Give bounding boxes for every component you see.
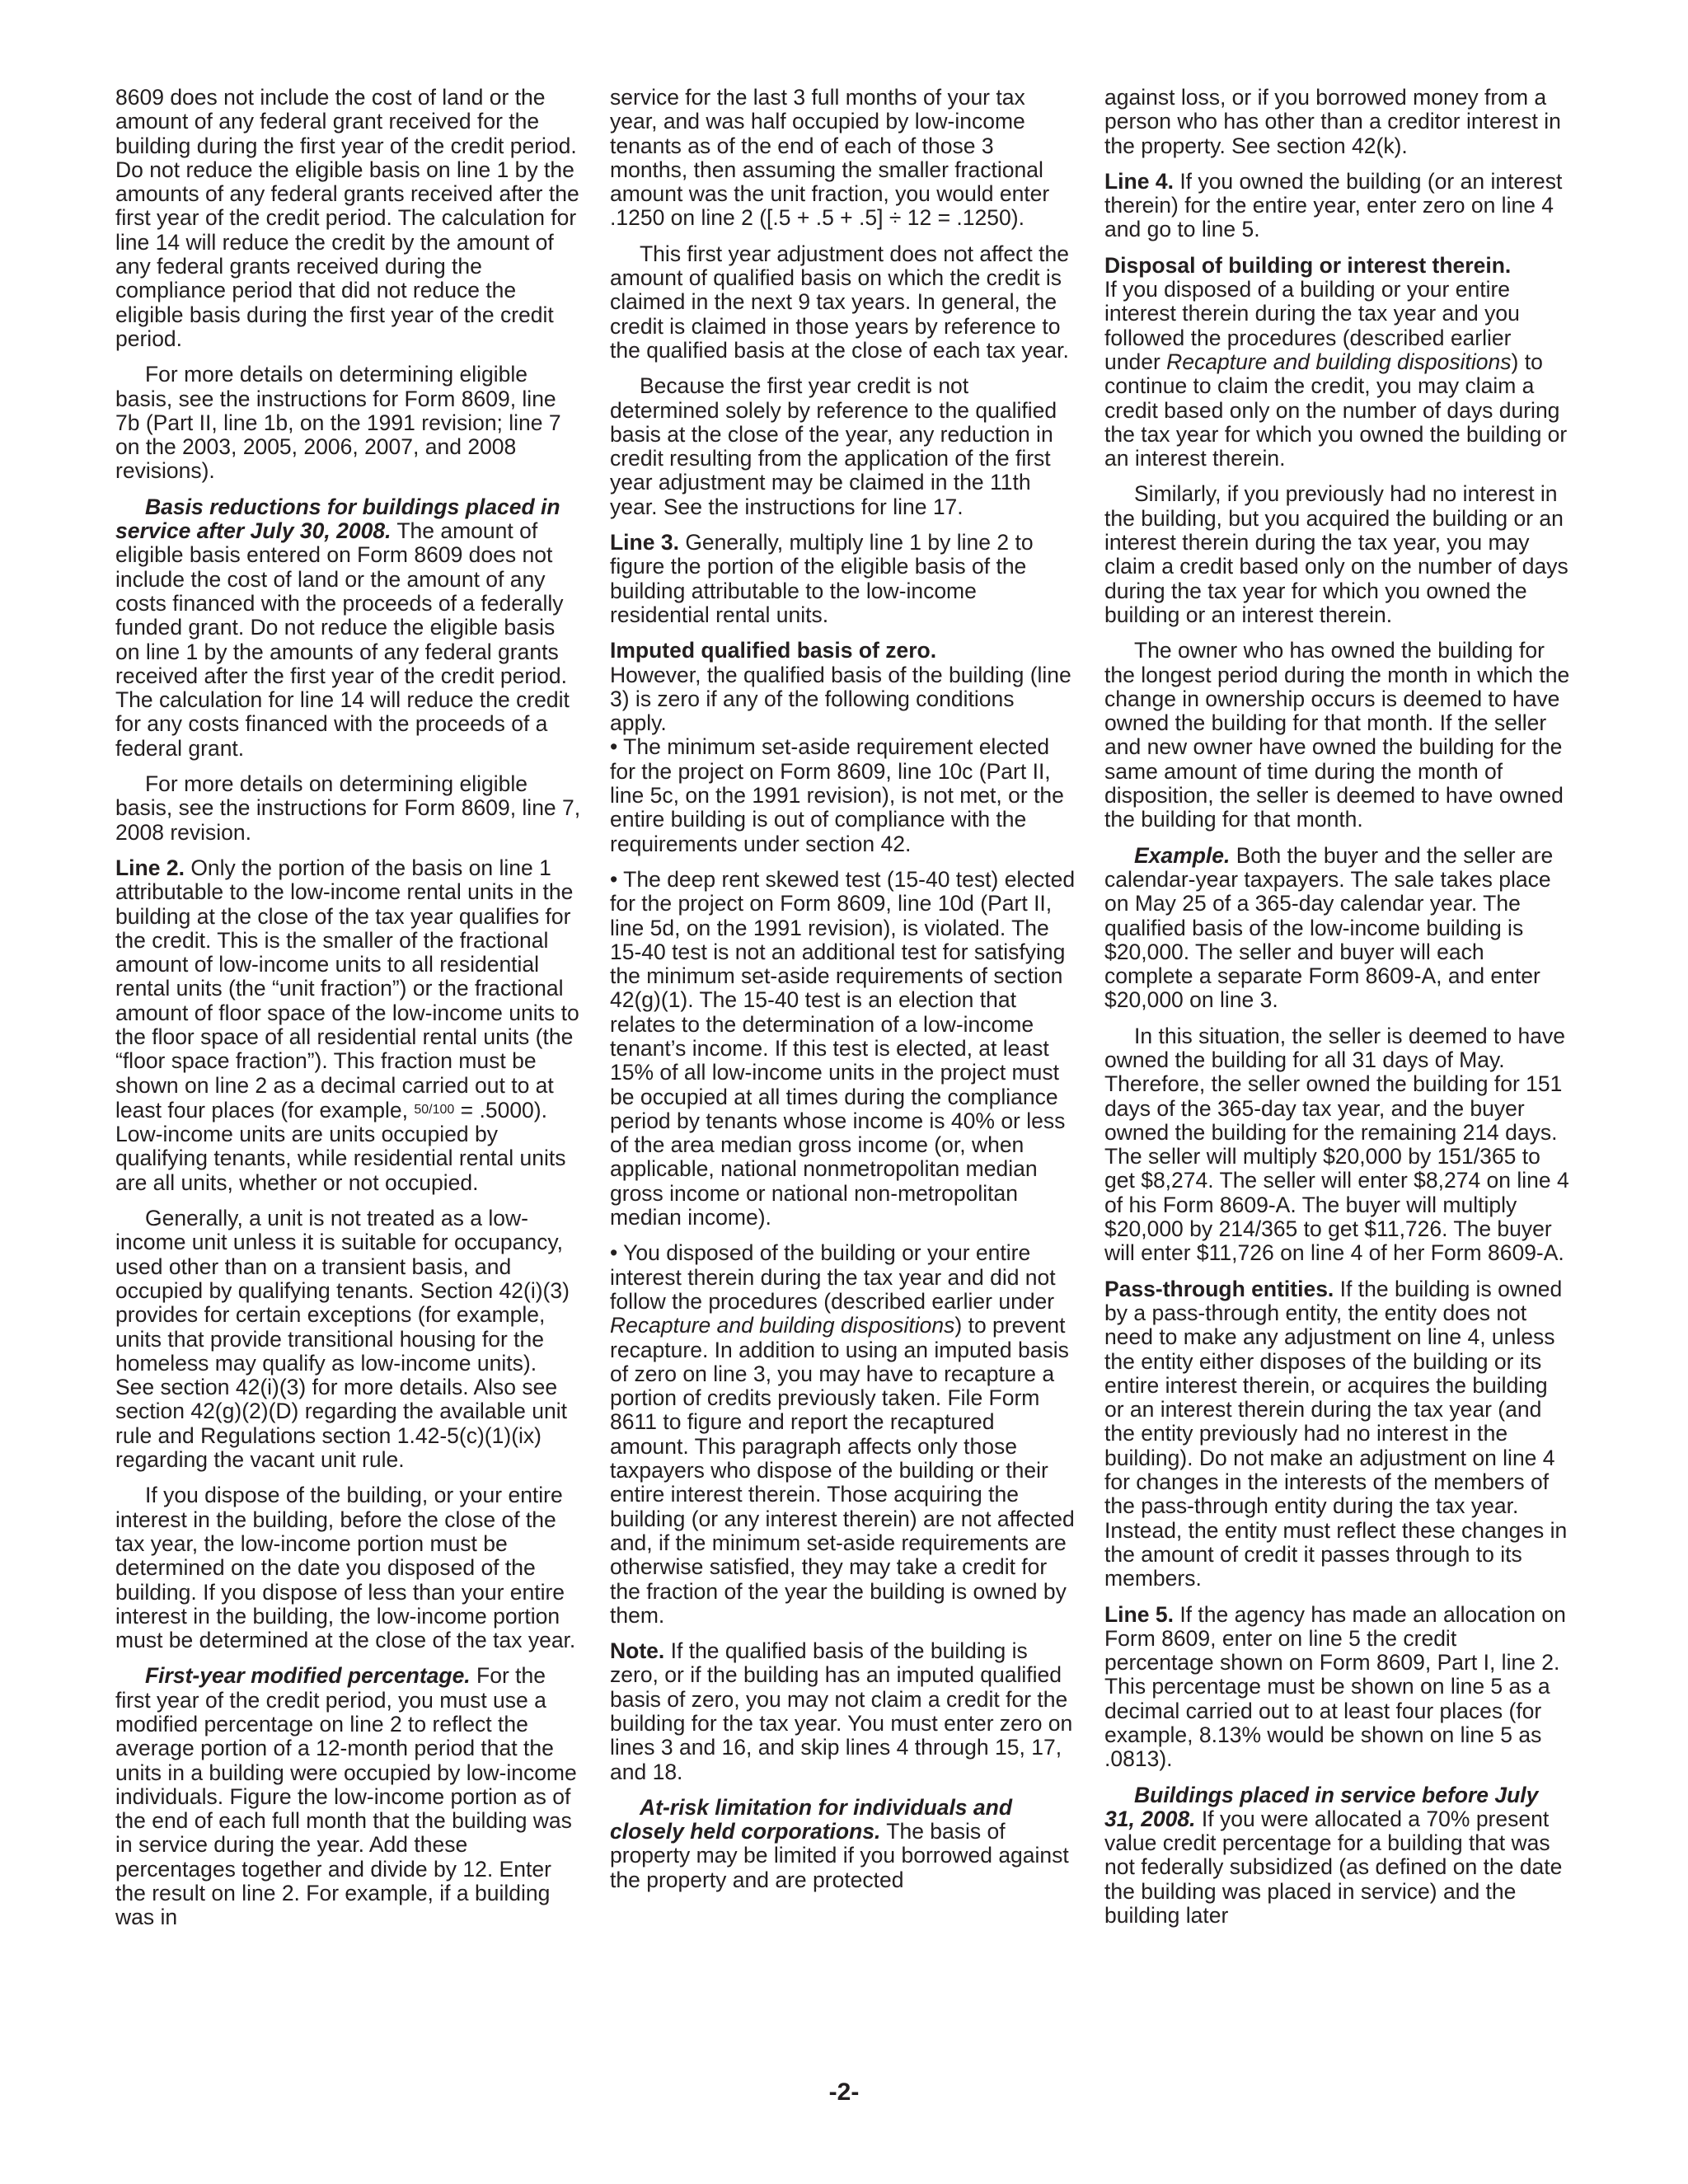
section-heading: Line 4.	[1104, 168, 1174, 194]
section-heading: Imputed qualified basis of zero.	[610, 638, 937, 663]
italic-reference: Recapture and building dispositions	[610, 1313, 955, 1338]
bullet-item	[610, 735, 1076, 855]
section-heading: Line 2.	[115, 855, 185, 880]
section-heading: First-year modified percentage.	[145, 1663, 471, 1689]
page-number: -2-	[828, 2079, 860, 2106]
paragraph-body: Both the buyer and the seller are calendar-year taxpayers. The sale takes place on May 25 of a 365-day calendar year. The qualified basis of the low-income building is $20,000. The seller and buyer will each complete a separate Form 8609-A, and enter $20,000 on line 3.	[1104, 842, 1554, 1013]
paragraph-body: The basis of property may be limited if you borrowed against the property and are protected	[610, 1819, 1069, 1892]
paragraph	[115, 1664, 581, 1929]
bullet-text: You disposed of the building or your entire interest therein during the tax year and did not follow the procedures (described earlier under	[610, 1240, 1056, 1314]
fraction: 50/100	[414, 1102, 455, 1117]
bullet-text: ) to prevent recapture. In addition to using an imputed basis of zero on line 3, you may have to recapture a portion of credits previously taken. File Form 8611 to figure and report the recaptured amount. This paragraph affects only those taxpayers who dispose of the building or their entire interest therein. Those acquiring the building (or any interest therein) are not affected and, if the minimum set-aside requirements are otherwise satisfied, they may take a credit for the fraction of the year the building is owned by them.	[610, 1313, 1075, 1628]
paragraph	[1104, 254, 1570, 471]
italic-reference: Recapture and building dispositions	[1166, 349, 1512, 374]
bullet-item	[610, 868, 1076, 1230]
section-heading: Line 5.	[1104, 1601, 1174, 1627]
paragraph: 8609 does not include the cost of land or the amount of any federal grant received for the building during the first year of the credit period. Do not reduce the eligible basis on line 1 by the amounts of any federal grants received after the first year of the credit period. The calculation for line 14 will reduce the credit by the amount of any federal grants received during the compliance period that did not reduce the eligible basis during the first year of the credit period.	[115, 85, 579, 351]
paragraph	[1104, 1603, 1570, 1772]
paragraph	[610, 1639, 1076, 1784]
paragraph	[1104, 844, 1570, 1013]
paragraph	[115, 856, 581, 1195]
paragraph-body: If you disposed of a building or your entire interest therein during the tax year and you followed the procedures (described earlier under	[1104, 277, 1520, 374]
paragraph-body: ) to continue to claim the credit, you may claim a credit based only on the number of days during the tax year for which you owned the building or an interest therein.	[1104, 349, 1568, 471]
paragraph-body: The amount of eligible basis entered on Form 8609 does not include the cost of land or the amount of any costs financed with the proceeds of a federally funded grant. Do not reduce the eligible basis on line 1 by the amounts of any federal grants received after the first year of the credit period. The calculation for line 14 will reduce the credit for any costs financed with the proceeds of a federal grant.	[115, 518, 570, 761]
section-heading: Line 3.	[610, 530, 679, 555]
paragraph: Because the first year credit is not determined solely by reference to the qualified basis at the close of the year, any reduction in credit resulting from the application of the first year adjustment may be claimed in the 11th year. See the instructions for line 17.	[610, 373, 1057, 519]
paragraph: If you dispose of the building, or your entire interest in the building, before the close of the tax year, the low-income portion must be determined on the date you disposed of the building. If you dispose of less than your entire interest in the building, the low-income portion must be determined at the close of the tax year.	[115, 1483, 576, 1653]
bullet-icon: •	[610, 1240, 618, 1266]
paragraph	[1104, 170, 1570, 242]
paragraph: In this situation, the seller is deemed to have owned the building for all 31 days of May. Therefore, the seller owned the building for 151 days of the 365-day tax year, and the buyer owned the building for the remaining 214 days. The seller will multiply $20,000 by 151/365 to get $8,274. The seller will enter $8,274 on line 4 of his Form 8609-A. The buyer will multiply $20,000 by 214/365 to get $11,726. The buyer will enter $11,726 on line 4 of her Form 8609-A.	[1104, 1023, 1569, 1266]
paragraph	[115, 495, 581, 761]
section-heading: Basis reductions for buildings placed in service after July 30, 2008.	[115, 494, 560, 544]
bullet-icon: •	[610, 866, 618, 892]
paragraph-body: Generally, multiply line 1 by line 2 to figure the portion of the eligible basis of the building attributable to the low-income residential rental units.	[610, 530, 1034, 627]
paragraph-body: Only the portion of the basis on line 1 attributable to the low-income rental units in the building at the close of the tax year qualifies for the credit. This is the smaller of the fractional amount of low-income units to all residential rental units (the “unit fraction”) or the fractional amount of floor space of the low-income units to the floor space of all residential rental units (the “floor space fraction”). This fraction must be shown on line 2 as a decimal carried out to at least four places (for example,	[115, 855, 579, 1122]
paragraph-body: If you were allocated a 70% present value credit percentage for a building that was not federally subsidized (as defined on the date the building was placed in service) and the building later	[1104, 1806, 1563, 1929]
paragraph: Generally, a unit is not treated as a low-income unit unless it is suitable for occupancy, used other than on a transient basis, and occupied by qualifying tenants. Section 42(i)(3) provides for certain exceptions (for example, units that provide transitional housing for the homeless may qualify as low-income units). See section 42(i)(3) for more details. Also see section 42(g)(2)(D) regarding the available unit rule and Regulations section 1.42-5(c)(1)(ix) regarding the vacant unit rule.	[115, 1206, 570, 1473]
bullet-icon: •	[610, 734, 618, 760]
paragraph-body: However, the qualified basis of the building (line 3) is zero if any of the following conditions apply.	[610, 662, 1071, 736]
paragraph	[610, 1796, 1076, 1892]
paragraph: For more details on determining eligible basis, see the instructions for Form 8609, line 7, 2008 revision.	[115, 771, 581, 845]
paragraph: This first year adjustment does not affect the amount of qualified basis on which the credit is claimed in the next 9 tax years. In general, the credit is claimed in those years by reference to the qualified basis at the close of each tax year.	[610, 241, 1069, 363]
bullet-text: The minimum set-aside requirement elected for the project on Form 8609, line 10c (Part II, line 5c, on the 1991 revision), is not met, or the entire building is out of compliance with the requirements under section 42.	[610, 734, 1064, 856]
paragraph	[1104, 1783, 1570, 1929]
paragraph-body: If the qualified basis of the building is zero, or if the building has an imputed qualified basis of zero, you may not claim a credit for the building for the tax year. You must enter zero on lines 3 and 16, and skip lines 4 through 15, 17, and 18.	[610, 1638, 1073, 1784]
paragraph-body: If the agency has made an allocation on Form 8609, enter on line 5 the credit percentage shown on Form 8609, Part I, line 2. This percentage must be shown on line 5 as a decimal carried out to at least four places (for example, 8.13% would be shown on line 5 as .0813).	[1104, 1601, 1566, 1772]
column-right	[1104, 86, 1570, 1939]
column-middle	[610, 86, 1076, 1904]
paragraph: Similarly, if you previously had no interest in the building, but you acquired the building or an interest therein during the tax year, you may claim a credit based only on the number of days during the tax year for which you owned the building or an interest therein.	[1104, 481, 1568, 627]
paragraph-body: If you owned the building (or an interest therein) for the entire year, enter zero on line 4 and go to line 5.	[1104, 168, 1563, 242]
paragraph-body: For the first year of the credit period, you must use a modified percentage on line 2 to reflect the average portion of a 12-month period that the units in a building were occupied by low-income individuals. Figure the low-income portion as of the end of each full month that the building was in service during the year. Add these percentages together and divide by 12. Enter the result on line 2. For example, if a building was in	[115, 1663, 577, 1930]
paragraph: For more details on determining eligible basis, see the instructions for Form 8609, line 7b (Part II, line 1b, on the 1991 revision; line 7 on the 2003, 2005, 2006, 2007, and 2008 revisions).	[115, 362, 561, 484]
paragraph	[610, 639, 1076, 735]
section-heading: Example.	[1134, 842, 1231, 868]
bullet-text: The deep rent skewed test (15-40 test) elected for the project on Form 8609, line 10d (Part II, line 5d, on the 1991 revision), is violated. The 15-40 test is not an additional test for satisfying the minimum set-aside requirements of section 42(g)(1). The 15-40 test is an election that relates to the determination of a low-income tenant’s income. If this test is elected, at least 15% of all low-income units in the project must be occupied at all times during the compliance period by tenants whose income is 40% or less of the area median gross income (or, when applicable, national nonmetropolitan median gross income or national non-metropolitan median income).	[610, 866, 1076, 1230]
paragraph	[1104, 1277, 1570, 1591]
paragraph	[610, 531, 1076, 627]
paragraph-body: If the building is owned by a pass-through entity, the entity does not need to make any adjustment on line 4, unless the entity either disposes of the building or its entire interest therein, or acquires the building or an interest therein during the tax year (and the entity previously had no interest in the building). Do not make an adjustment on line 4 for changes in the interests of the members of the pass-through entity during the tax year. Instead, the entity must reflect these changes in the amount of credit it passes through to its members.	[1104, 1276, 1568, 1591]
column-left	[115, 86, 581, 1942]
section-heading: Disposal of building or interest therein.	[1104, 252, 1512, 278]
paragraph: service for the last 3 full months of your tax year, and was half occupied by low-income tenants as of the end of each of those 3 months, then assuming the smaller fractional amount was the unit fraction, you would enter .1250 on line 2 ([.5 + .5 + .5] ÷ 12 = .1250).	[610, 85, 1050, 231]
bullet-item	[610, 1241, 1076, 1628]
section-heading: Pass-through entities.	[1104, 1276, 1334, 1301]
section-heading: Buildings placed in service before July 31, 2008.	[1104, 1782, 1539, 1831]
section-heading: Note.	[610, 1638, 665, 1664]
section-heading: At-risk limitation for individuals and closely held corporations.	[610, 1794, 1013, 1844]
paragraph: against loss, or if you borrowed money from a person who has other than a creditor interest in the property. See section 42(k).	[1104, 85, 1561, 158]
paragraph: The owner who has owned the building for the longest period during the month in which the change in ownership occurs is deemed to have owned the building for that month. If the seller and new owner have owned the building for the same amount of time during the month of disposition, the seller is deemed to have owned the building for that month.	[1104, 638, 1570, 832]
paragraph-body: = .5000). Low-income units are units occupied by qualifying tenants, while residential rental units are all units, whether or not occupied.	[115, 1097, 566, 1195]
